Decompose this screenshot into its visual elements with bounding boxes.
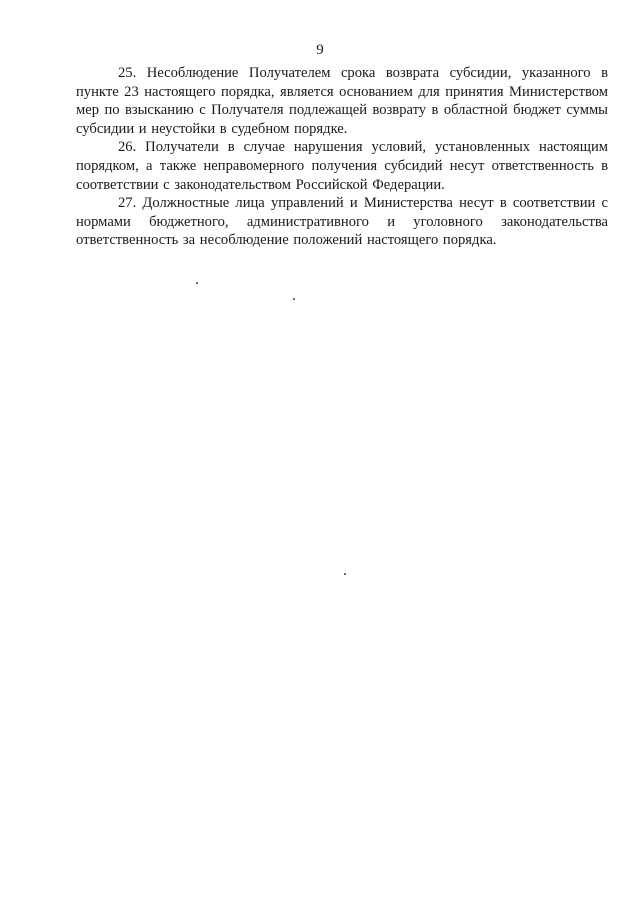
page-number: 9: [316, 42, 324, 58]
scan-speck: [344, 573, 346, 575]
paragraph-26: 26. Получатели в случае нарушения условий, установленных настоящим порядком, а также неправомерного получения субсидий несут ответственность в соответствии с законодательством Российской Федерации.: [76, 139, 608, 193]
scan-speck: [196, 282, 198, 284]
document-body: [76, 64, 608, 250]
paragraph-25: 25. Несоблюдение Получателем срока возврата субсидии, указанного в пункте 23 настоящего порядка, является основанием для принятия Министерством мер по взысканию с Получателя подлежащей возврату в областной бюджет суммы субсидии и неустойки в судебном порядке.: [76, 65, 608, 137]
paragraph-27: 27. Должностные лица управлений и Министерства несут в соответствии с нормами бюджетного, административного и уголовного законодательства ответственность за несоблюдение положений настоящего порядка.: [76, 195, 608, 249]
scan-speck: [293, 298, 295, 300]
